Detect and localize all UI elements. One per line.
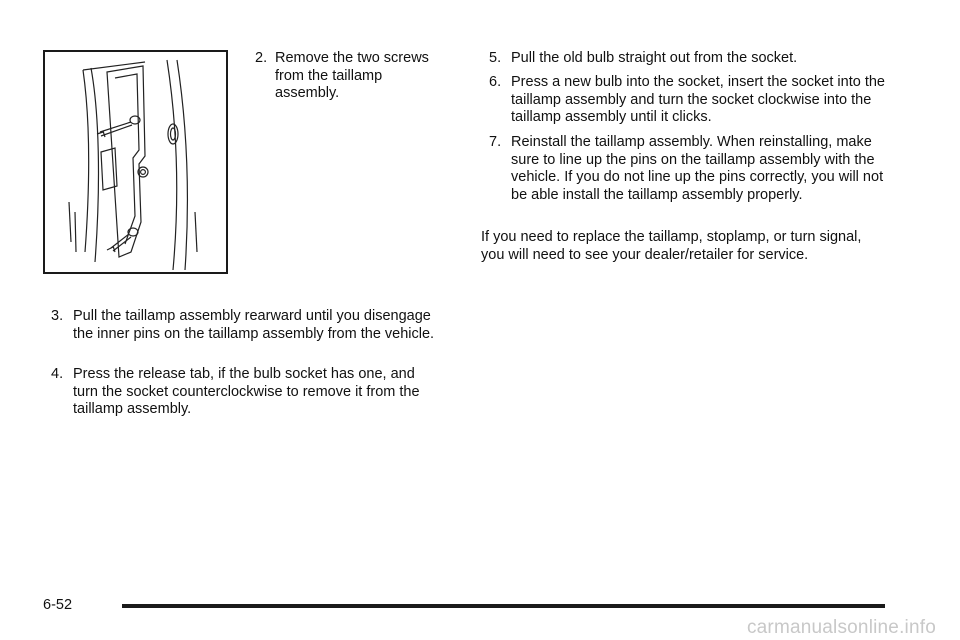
taillamp-drawing [45,52,226,272]
step-text: Press the release tab, if the bulb socket has one, and turn the socket counterclockwise to remove it from the taillamp assembly. [73,366,420,417]
step-text: Reinstall the taillamp assembly. When reinstalling, make sure to line up the pins on the taillamp assembly with the vehicle. If you do not line up the pins correctly, you will not be able install the taillamp assembly properly. [511,134,884,203]
page-number: 6-52 [43,597,73,613]
note-paragraph: If you need to replace the taillamp, stoplamp, or turn signal, you will need to see your dealer/retailer for service. [481,229,862,263]
step-item [255,50,435,103]
step-item [51,366,443,419]
step-text: Remove the two screws from the taillamp assembly. [275,50,429,101]
step-item [489,134,889,204]
step-text: Press a new bulb into the socket, insert the socket into the taillamp assembly and turn the socket clockwise into the taillamp assembly until it clicks. [511,74,885,125]
watermark: carmanualsonline.info [746,616,936,638]
footer-rule [122,604,885,608]
step-number: 7. [489,134,502,150]
step-number: 6. [489,74,502,90]
step-text: Pull the old bulb straight out from the socket. [511,50,798,66]
step-number: 3. [51,308,64,324]
step-number: 2. [255,50,268,66]
step-text: Pull the taillamp assembly rearward until you disengage the inner pins on the taillamp assembly from the vehicle. [73,308,435,342]
step-item [489,74,889,127]
step-item [489,50,889,68]
taillamp-illustration [43,50,228,274]
step-number: 4. [51,366,64,382]
step-item [51,308,443,343]
step-number: 5. [489,50,502,66]
